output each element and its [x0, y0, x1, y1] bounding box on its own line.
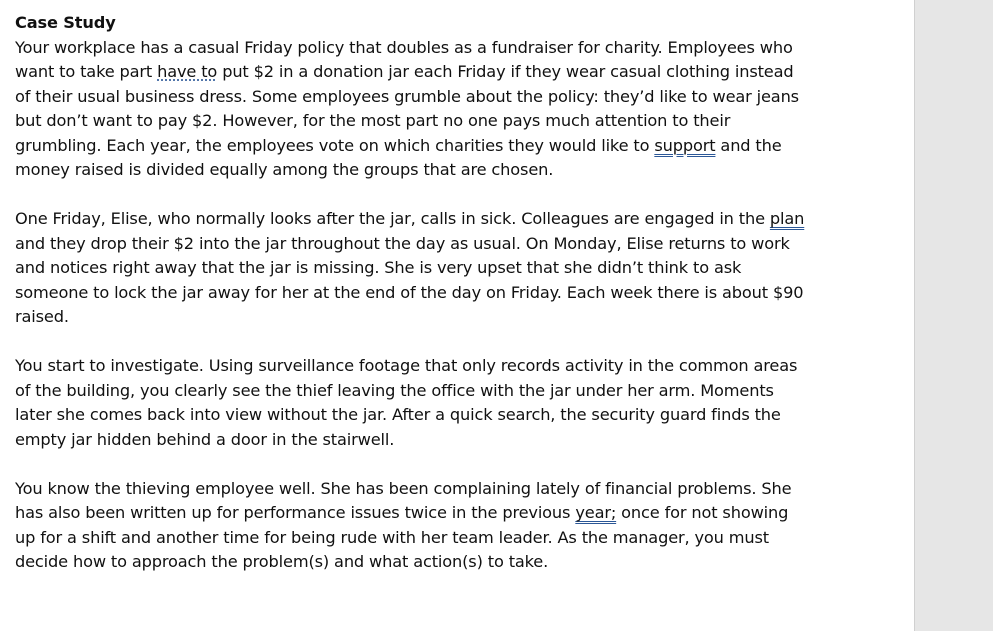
document-body[interactable] — [15, 11, 805, 599]
case-study-heading: Case Study — [15, 13, 116, 32]
grammar-flag-plan[interactable]: plan — [769, 209, 805, 228]
paragraph-1-text-b: put $2 in a donation jar each Friday if they wear casual clothing instead of their usual business dress. Some employees grumble about the policy: they’d like to wear jeans but don’t want to pay $2. However, for the most part no one pays much attention to their grumbling. Each year, the employees vote on which charities they would like to — [15, 62, 799, 155]
paragraph-4 — [15, 477, 805, 575]
paragraph-3 — [15, 354, 805, 452]
grammar-flag-year[interactable]: year; — [575, 503, 617, 522]
paragraph-4-text-a: You know the thieving employee well. She has been complaining lately of financial problems. She has also been written up for performance issues twice in the previous — [15, 478, 792, 522]
paragraph-2-text-b: and they drop their $2 into the jar throughout the day as usual. On Monday, Elise returns to work and notices right away that the jar is missing. She is very upset that she didn’t think to ask someone to lock the jar away for her at the end of the day on Friday. Each week there is about $90 raised. — [15, 233, 804, 326]
right-margin-gutter — [914, 0, 993, 631]
paragraph-3-text-a: You start to investigate. Using surveillance footage that only records activity in the common areas of the building, you clearly see the thief leaving the office with the jar under her arm. Moments later she comes back into view without the jar. After a quick search, the security guard finds the empty jar hidden behind a door in the stairwell. — [15, 356, 798, 449]
paragraph-2 — [15, 207, 805, 330]
grammar-flag-support[interactable]: support — [654, 135, 716, 155]
paragraph-1 — [15, 36, 805, 183]
paragraph-1-text-a: Your workplace has a casual Friday policy that doubles as a fundraiser for charity. Employees who want to take part — [15, 37, 793, 81]
paragraph-1-text-c: and the money raised is divided equally among the groups that are chosen. — [15, 135, 782, 179]
paragraph-2-text-a: One Friday, Elise, who normally looks after the jar, calls in sick. Colleagues are engaged in the — [15, 209, 770, 228]
grammar-flag-have-to[interactable]: have to — [157, 62, 218, 81]
paragraph-4-text-b: once for not showing up for a shift and another time for being rude with her team leader. As the manager, you must decide how to approach the problem(s) and what action(s) to take. — [15, 503, 789, 571]
